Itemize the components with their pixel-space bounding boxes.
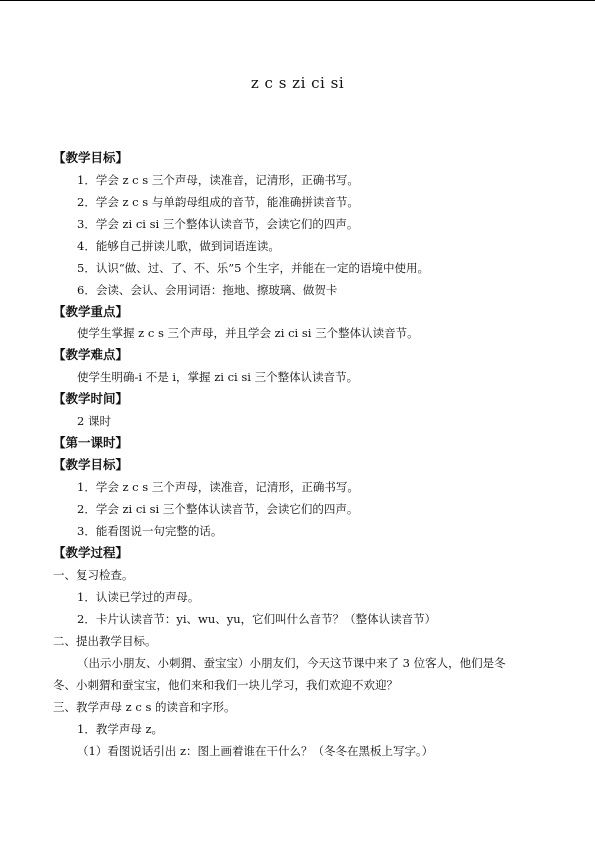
top-rule: [0, 0, 595, 1]
section-heading: 【教学过程】: [53, 545, 129, 560]
text-line: 6．会读、会认、会用词语：拖地、擦玻璃、做贺卡: [77, 283, 338, 297]
text-line: 3．能看图说一句完整的话。: [77, 524, 223, 538]
section-heading: 【教学目标】: [53, 457, 129, 472]
text-line: 2．学会 z c s 与单韵母组成的音节，能准确拼读音节。: [77, 195, 359, 209]
text-line: 5．认识“做、过、了、不、乐”5 个生字，并能在一定的语境中使用。: [77, 261, 430, 275]
text-line: 1．认读已学过的声母。: [77, 590, 200, 604]
section-heading: 【第一课时】: [53, 435, 129, 450]
section-heading: 【教学时间】: [53, 391, 129, 406]
text-line: 2．学会 zi ci si 三个整体认读音节，会读它们的四声。: [77, 502, 359, 516]
text-line: 1．学会 z c s 三个声母，读准音，记清形，正确书写。: [77, 173, 359, 187]
text-line: 使学生掌握 z c s 三个声母，并且学会 zi ci si 三个整体认读音节。: [77, 326, 419, 340]
page-title: z c s zi ci si: [250, 74, 345, 92]
text-line: 4．能够自己拼读儿歌，做到词语连读。: [77, 239, 280, 253]
text-line: 使学生明确-i 不是 i，掌握 zi ci si 三个整体认读音节。: [77, 370, 359, 384]
text-line: 1．学会 z c s 三个声母，读准音，记清形，正确书写。: [77, 480, 359, 494]
text-line: 1．教学声母 z。: [77, 722, 164, 736]
text-line: 冬、小刺猬和蚕宝宝，他们来和我们一块儿学习，我们欢迎不欢迎？: [53, 678, 398, 692]
text-line: （1）看图说话引出 z：图上画着谁在干什么？（冬冬在黑板上写字。）: [77, 744, 434, 758]
section-heading: 【教学重点】: [53, 304, 129, 319]
section-heading: 【教学目标】: [53, 150, 129, 165]
text-line: 3．学会 zi ci si 三个整体认读音节，会读它们的四声。: [77, 217, 359, 231]
text-line: 2 课时: [77, 414, 111, 428]
section-heading: 【教学难点】: [53, 347, 129, 362]
text-line: 一、复习检查。: [53, 568, 134, 582]
text-line: 2．卡片认读音节：yi、wu、yu，它们叫什么音节？（整体认读音节）: [77, 612, 437, 626]
text-line: 三、教学声母 z c s 的读音和字形。: [53, 700, 236, 714]
text-line: 二、提出教学目标。: [53, 634, 157, 648]
text-line: （出示小朋友、小刺猬、蚕宝宝）小朋友们，今天这节课中来了 3 位客人，他们是冬: [77, 656, 506, 670]
